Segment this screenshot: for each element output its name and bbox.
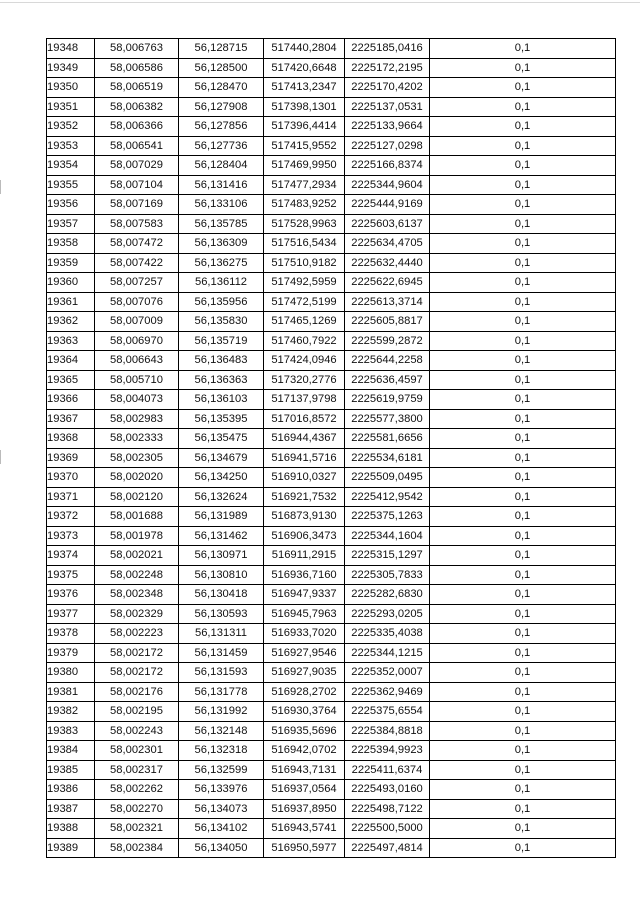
longitude-cell: 56,134050 [179, 838, 264, 858]
longitude-cell: 56,130810 [179, 565, 264, 585]
point-number-cell: 19382 [47, 702, 95, 722]
longitude-cell: 56,136363 [179, 370, 264, 390]
point-number-cell: 19370 [47, 468, 95, 488]
table-row [47, 624, 616, 644]
x-coordinate-cell: 517516,5434 [264, 234, 345, 254]
y-coordinate-cell: 2225315,1297 [345, 546, 430, 566]
y-coordinate-cell: 2225634,4705 [345, 234, 430, 254]
table-row [47, 58, 616, 78]
longitude-cell: 56,128500 [179, 58, 264, 78]
point-number-cell: 19359 [47, 253, 95, 273]
longitude-cell: 56,134102 [179, 819, 264, 839]
table-row [47, 507, 616, 527]
accuracy-cell: 0,1 [430, 409, 616, 429]
accuracy-cell: 0,1 [430, 624, 616, 644]
x-coordinate-cell: 517415,9552 [264, 136, 345, 156]
table-row [47, 721, 616, 741]
x-coordinate-cell: 516906,3473 [264, 526, 345, 546]
y-coordinate-cell: 2225384,8818 [345, 721, 430, 741]
point-number-cell: 19385 [47, 760, 95, 780]
latitude-cell: 58,006763 [95, 39, 179, 59]
y-coordinate-cell: 2225375,1263 [345, 507, 430, 527]
y-coordinate-cell: 2225599,2872 [345, 331, 430, 351]
latitude-cell: 58,002321 [95, 819, 179, 839]
x-coordinate-cell: 516935,5696 [264, 721, 345, 741]
longitude-cell: 56,130971 [179, 546, 264, 566]
y-coordinate-cell: 2225644,2258 [345, 351, 430, 371]
longitude-cell: 56,134250 [179, 468, 264, 488]
x-coordinate-cell: 516950,5977 [264, 838, 345, 858]
table-row [47, 273, 616, 293]
point-number-cell: 19389 [47, 838, 95, 858]
longitude-cell: 56,134679 [179, 448, 264, 468]
table-row [47, 682, 616, 702]
point-number-cell: 19351 [47, 97, 95, 117]
table-row [47, 175, 616, 195]
table-row [47, 799, 616, 819]
latitude-cell: 58,006541 [95, 136, 179, 156]
longitude-cell: 56,128404 [179, 156, 264, 176]
x-coordinate-cell: 516941,5716 [264, 448, 345, 468]
x-coordinate-cell: 516927,9035 [264, 663, 345, 683]
table-row [47, 331, 616, 351]
latitude-cell: 58,001688 [95, 507, 179, 527]
point-number-cell: 19356 [47, 195, 95, 215]
table-row [47, 565, 616, 585]
y-coordinate-cell: 2225605,8817 [345, 312, 430, 332]
latitude-cell: 58,007009 [95, 312, 179, 332]
latitude-cell: 58,001978 [95, 526, 179, 546]
accuracy-cell: 0,1 [430, 351, 616, 371]
point-number-cell: 19379 [47, 643, 95, 663]
latitude-cell: 58,002333 [95, 429, 179, 449]
table-row [47, 351, 616, 371]
longitude-cell: 56,135956 [179, 292, 264, 312]
point-number-cell: 19362 [47, 312, 95, 332]
longitude-cell: 56,133976 [179, 780, 264, 800]
table-row [47, 117, 616, 137]
y-coordinate-cell: 2225344,1215 [345, 643, 430, 663]
point-number-cell: 19355 [47, 175, 95, 195]
table-row [47, 702, 616, 722]
accuracy-cell: 0,1 [430, 546, 616, 566]
y-coordinate-cell: 2225170,4202 [345, 78, 430, 98]
accuracy-cell: 0,1 [430, 487, 616, 507]
latitude-cell: 58,002243 [95, 721, 179, 741]
x-coordinate-cell: 517137,9798 [264, 390, 345, 410]
latitude-cell: 58,002176 [95, 682, 179, 702]
longitude-cell: 56,135830 [179, 312, 264, 332]
x-coordinate-cell: 517424,0946 [264, 351, 345, 371]
longitude-cell: 56,131992 [179, 702, 264, 722]
longitude-cell: 56,136275 [179, 253, 264, 273]
longitude-cell: 56,131778 [179, 682, 264, 702]
latitude-cell: 58,007169 [95, 195, 179, 215]
latitude-cell: 58,002270 [95, 799, 179, 819]
x-coordinate-cell: 516933,7020 [264, 624, 345, 644]
table-row [47, 741, 616, 761]
x-coordinate-cell: 516936,7160 [264, 565, 345, 585]
x-coordinate-cell: 516943,7131 [264, 760, 345, 780]
point-number-cell: 19381 [47, 682, 95, 702]
longitude-cell: 56,136103 [179, 390, 264, 410]
x-coordinate-cell: 517528,9963 [264, 214, 345, 234]
point-number-cell: 19375 [47, 565, 95, 585]
y-coordinate-cell: 2225613,3714 [345, 292, 430, 312]
longitude-cell: 56,131416 [179, 175, 264, 195]
point-number-cell: 19358 [47, 234, 95, 254]
longitude-cell: 56,132624 [179, 487, 264, 507]
table-row [47, 292, 616, 312]
table-row [47, 487, 616, 507]
table-row [47, 838, 616, 858]
point-number-cell: 19353 [47, 136, 95, 156]
point-number-cell: 19368 [47, 429, 95, 449]
y-coordinate-cell: 2225293,0205 [345, 604, 430, 624]
x-coordinate-cell: 517398,1301 [264, 97, 345, 117]
point-number-cell: 19361 [47, 292, 95, 312]
scan-margin-mark [0, 450, 1, 464]
x-coordinate-cell: 517440,2804 [264, 39, 345, 59]
longitude-cell: 56,135719 [179, 331, 264, 351]
latitude-cell: 58,002329 [95, 604, 179, 624]
point-number-cell: 19363 [47, 331, 95, 351]
point-number-cell: 19369 [47, 448, 95, 468]
latitude-cell: 58,005710 [95, 370, 179, 390]
x-coordinate-cell: 516873,9130 [264, 507, 345, 527]
accuracy-cell: 0,1 [430, 58, 616, 78]
x-coordinate-cell: 516927,9546 [264, 643, 345, 663]
latitude-cell: 58,007104 [95, 175, 179, 195]
y-coordinate-cell: 2225133,9664 [345, 117, 430, 137]
longitude-cell: 56,135475 [179, 429, 264, 449]
latitude-cell: 58,002172 [95, 643, 179, 663]
accuracy-cell: 0,1 [430, 663, 616, 683]
y-coordinate-cell: 2225622,6945 [345, 273, 430, 293]
point-number-cell: 19354 [47, 156, 95, 176]
accuracy-cell: 0,1 [430, 117, 616, 137]
longitude-cell: 56,132599 [179, 760, 264, 780]
table-row [47, 97, 616, 117]
x-coordinate-cell: 517420,6648 [264, 58, 345, 78]
x-coordinate-cell: 516911,2915 [264, 546, 345, 566]
longitude-cell: 56,127908 [179, 97, 264, 117]
accuracy-cell: 0,1 [430, 585, 616, 605]
accuracy-cell: 0,1 [430, 390, 616, 410]
latitude-cell: 58,002195 [95, 702, 179, 722]
y-coordinate-cell: 2225581,6656 [345, 429, 430, 449]
point-number-cell: 19387 [47, 799, 95, 819]
point-number-cell: 19383 [47, 721, 95, 741]
longitude-cell: 56,127856 [179, 117, 264, 137]
latitude-cell: 58,007076 [95, 292, 179, 312]
table-row [47, 643, 616, 663]
table-row [47, 136, 616, 156]
y-coordinate-cell: 2225603,6137 [345, 214, 430, 234]
latitude-cell: 58,007029 [95, 156, 179, 176]
latitude-cell: 58,002301 [95, 741, 179, 761]
y-coordinate-cell: 2225534,6181 [345, 448, 430, 468]
latitude-cell: 58,002172 [95, 663, 179, 683]
latitude-cell: 58,002348 [95, 585, 179, 605]
y-coordinate-cell: 2225172,2195 [345, 58, 430, 78]
y-coordinate-cell: 2225305,7833 [345, 565, 430, 585]
point-number-cell: 19384 [47, 741, 95, 761]
accuracy-cell: 0,1 [430, 526, 616, 546]
x-coordinate-cell: 517460,7922 [264, 331, 345, 351]
accuracy-cell: 0,1 [430, 682, 616, 702]
point-number-cell: 19367 [47, 409, 95, 429]
longitude-cell: 56,136309 [179, 234, 264, 254]
x-coordinate-cell: 516943,5741 [264, 819, 345, 839]
accuracy-cell: 0,1 [430, 565, 616, 585]
table-row [47, 234, 616, 254]
accuracy-cell: 0,1 [430, 819, 616, 839]
accuracy-cell: 0,1 [430, 39, 616, 59]
table-row [47, 195, 616, 215]
x-coordinate-cell: 516942,0702 [264, 741, 345, 761]
latitude-cell: 58,007472 [95, 234, 179, 254]
longitude-cell: 56,136112 [179, 273, 264, 293]
point-number-cell: 19349 [47, 58, 95, 78]
table-row [47, 390, 616, 410]
latitude-cell: 58,002305 [95, 448, 179, 468]
longitude-cell: 56,134073 [179, 799, 264, 819]
x-coordinate-cell: 516944,4367 [264, 429, 345, 449]
x-coordinate-cell: 517413,2347 [264, 78, 345, 98]
x-coordinate-cell: 517510,9182 [264, 253, 345, 273]
table-row [47, 585, 616, 605]
y-coordinate-cell: 2225127,0298 [345, 136, 430, 156]
point-number-cell: 19357 [47, 214, 95, 234]
x-coordinate-cell: 517492,5959 [264, 273, 345, 293]
y-coordinate-cell: 2225497,4814 [345, 838, 430, 858]
longitude-cell: 56,132318 [179, 741, 264, 761]
latitude-cell: 58,002262 [95, 780, 179, 800]
table-row [47, 526, 616, 546]
scan-edge-line [0, 2, 640, 3]
accuracy-cell: 0,1 [430, 331, 616, 351]
y-coordinate-cell: 2225412,9542 [345, 487, 430, 507]
latitude-cell: 58,007257 [95, 273, 179, 293]
y-coordinate-cell: 2225632,4440 [345, 253, 430, 273]
point-number-cell: 19374 [47, 546, 95, 566]
latitude-cell: 58,002317 [95, 760, 179, 780]
latitude-cell: 58,006382 [95, 97, 179, 117]
latitude-cell: 58,006519 [95, 78, 179, 98]
longitude-cell: 56,131989 [179, 507, 264, 527]
accuracy-cell: 0,1 [430, 175, 616, 195]
y-coordinate-cell: 2225509,0495 [345, 468, 430, 488]
y-coordinate-cell: 2225619,9759 [345, 390, 430, 410]
x-coordinate-cell: 517396,4414 [264, 117, 345, 137]
y-coordinate-cell: 2225375,6554 [345, 702, 430, 722]
longitude-cell: 56,133106 [179, 195, 264, 215]
point-number-cell: 19360 [47, 273, 95, 293]
latitude-cell: 58,006643 [95, 351, 179, 371]
y-coordinate-cell: 2225166,8374 [345, 156, 430, 176]
scan-margin-mark [0, 180, 1, 194]
latitude-cell: 58,002223 [95, 624, 179, 644]
longitude-cell: 56,135785 [179, 214, 264, 234]
longitude-cell: 56,130593 [179, 604, 264, 624]
point-number-cell: 19380 [47, 663, 95, 683]
accuracy-cell: 0,1 [430, 799, 616, 819]
point-number-cell: 19372 [47, 507, 95, 527]
y-coordinate-cell: 2225493,0160 [345, 780, 430, 800]
x-coordinate-cell: 517465,1269 [264, 312, 345, 332]
y-coordinate-cell: 2225137,0531 [345, 97, 430, 117]
longitude-cell: 56,128470 [179, 78, 264, 98]
y-coordinate-cell: 2225352,0007 [345, 663, 430, 683]
latitude-cell: 58,002983 [95, 409, 179, 429]
x-coordinate-cell: 516910,0327 [264, 468, 345, 488]
y-coordinate-cell: 2225282,6830 [345, 585, 430, 605]
table-row [47, 156, 616, 176]
x-coordinate-cell: 516930,3764 [264, 702, 345, 722]
latitude-cell: 58,002120 [95, 487, 179, 507]
y-coordinate-cell: 2225394,9923 [345, 741, 430, 761]
longitude-cell: 56,132148 [179, 721, 264, 741]
accuracy-cell: 0,1 [430, 468, 616, 488]
point-number-cell: 19378 [47, 624, 95, 644]
accuracy-cell: 0,1 [430, 448, 616, 468]
y-coordinate-cell: 2225500,5000 [345, 819, 430, 839]
longitude-cell: 56,127736 [179, 136, 264, 156]
accuracy-cell: 0,1 [430, 234, 616, 254]
x-coordinate-cell: 517016,8572 [264, 409, 345, 429]
x-coordinate-cell: 516947,9337 [264, 585, 345, 605]
point-number-cell: 19386 [47, 780, 95, 800]
x-coordinate-cell: 517483,9252 [264, 195, 345, 215]
latitude-cell: 58,007422 [95, 253, 179, 273]
point-number-cell: 19350 [47, 78, 95, 98]
y-coordinate-cell: 2225444,9169 [345, 195, 430, 215]
x-coordinate-cell: 517477,2934 [264, 175, 345, 195]
point-number-cell: 19365 [47, 370, 95, 390]
longitude-cell: 56,130418 [179, 585, 264, 605]
latitude-cell: 58,006366 [95, 117, 179, 137]
accuracy-cell: 0,1 [430, 780, 616, 800]
x-coordinate-cell: 517469,9950 [264, 156, 345, 176]
longitude-cell: 56,131462 [179, 526, 264, 546]
table-row [47, 760, 616, 780]
y-coordinate-cell: 2225577,3800 [345, 409, 430, 429]
table-row [47, 663, 616, 683]
point-number-cell: 19377 [47, 604, 95, 624]
longitude-cell: 56,136483 [179, 351, 264, 371]
table-row [47, 214, 616, 234]
accuracy-cell: 0,1 [430, 702, 616, 722]
table-row [47, 448, 616, 468]
point-number-cell: 19388 [47, 819, 95, 839]
y-coordinate-cell: 2225344,9604 [345, 175, 430, 195]
table-row [47, 604, 616, 624]
accuracy-cell: 0,1 [430, 838, 616, 858]
table-row [47, 819, 616, 839]
accuracy-cell: 0,1 [430, 370, 616, 390]
latitude-cell: 58,007583 [95, 214, 179, 234]
accuracy-cell: 0,1 [430, 214, 616, 234]
table-row [47, 546, 616, 566]
coordinates-table [46, 38, 616, 858]
longitude-cell: 56,135395 [179, 409, 264, 429]
table-row [47, 39, 616, 59]
accuracy-cell: 0,1 [430, 97, 616, 117]
accuracy-cell: 0,1 [430, 156, 616, 176]
table-row [47, 312, 616, 332]
y-coordinate-cell: 2225344,1604 [345, 526, 430, 546]
longitude-cell: 56,131593 [179, 663, 264, 683]
table-row [47, 409, 616, 429]
latitude-cell: 58,006586 [95, 58, 179, 78]
latitude-cell: 58,002020 [95, 468, 179, 488]
longitude-cell: 56,131459 [179, 643, 264, 663]
y-coordinate-cell: 2225636,4597 [345, 370, 430, 390]
x-coordinate-cell: 516937,8950 [264, 799, 345, 819]
x-coordinate-cell: 516937,0564 [264, 780, 345, 800]
accuracy-cell: 0,1 [430, 273, 616, 293]
accuracy-cell: 0,1 [430, 136, 616, 156]
table-row [47, 78, 616, 98]
accuracy-cell: 0,1 [430, 604, 616, 624]
y-coordinate-cell: 2225335,4038 [345, 624, 430, 644]
accuracy-cell: 0,1 [430, 741, 616, 761]
accuracy-cell: 0,1 [430, 643, 616, 663]
point-number-cell: 19371 [47, 487, 95, 507]
point-number-cell: 19376 [47, 585, 95, 605]
table-row [47, 468, 616, 488]
table-row [47, 429, 616, 449]
longitude-cell: 56,131311 [179, 624, 264, 644]
x-coordinate-cell: 517472,5199 [264, 292, 345, 312]
accuracy-cell: 0,1 [430, 507, 616, 527]
accuracy-cell: 0,1 [430, 312, 616, 332]
y-coordinate-cell: 2225411,6374 [345, 760, 430, 780]
accuracy-cell: 0,1 [430, 721, 616, 741]
y-coordinate-cell: 2225498,7122 [345, 799, 430, 819]
x-coordinate-cell: 516921,7532 [264, 487, 345, 507]
latitude-cell: 58,004073 [95, 390, 179, 410]
accuracy-cell: 0,1 [430, 78, 616, 98]
point-number-cell: 19366 [47, 390, 95, 410]
longitude-cell: 56,128715 [179, 39, 264, 59]
point-number-cell: 19364 [47, 351, 95, 371]
x-coordinate-cell: 516928,2702 [264, 682, 345, 702]
accuracy-cell: 0,1 [430, 195, 616, 215]
point-number-cell: 19373 [47, 526, 95, 546]
y-coordinate-cell: 2225362,9469 [345, 682, 430, 702]
coordinates-table-body [47, 39, 616, 858]
latitude-cell: 58,002248 [95, 565, 179, 585]
latitude-cell: 58,006970 [95, 331, 179, 351]
x-coordinate-cell: 517320,2776 [264, 370, 345, 390]
table-row [47, 780, 616, 800]
latitude-cell: 58,002384 [95, 838, 179, 858]
accuracy-cell: 0,1 [430, 429, 616, 449]
table-row [47, 370, 616, 390]
accuracy-cell: 0,1 [430, 292, 616, 312]
latitude-cell: 58,002021 [95, 546, 179, 566]
point-number-cell: 19352 [47, 117, 95, 137]
table-row [47, 253, 616, 273]
x-coordinate-cell: 516945,7963 [264, 604, 345, 624]
accuracy-cell: 0,1 [430, 760, 616, 780]
y-coordinate-cell: 2225185,0416 [345, 39, 430, 59]
point-number-cell: 19348 [47, 39, 95, 59]
accuracy-cell: 0,1 [430, 253, 616, 273]
